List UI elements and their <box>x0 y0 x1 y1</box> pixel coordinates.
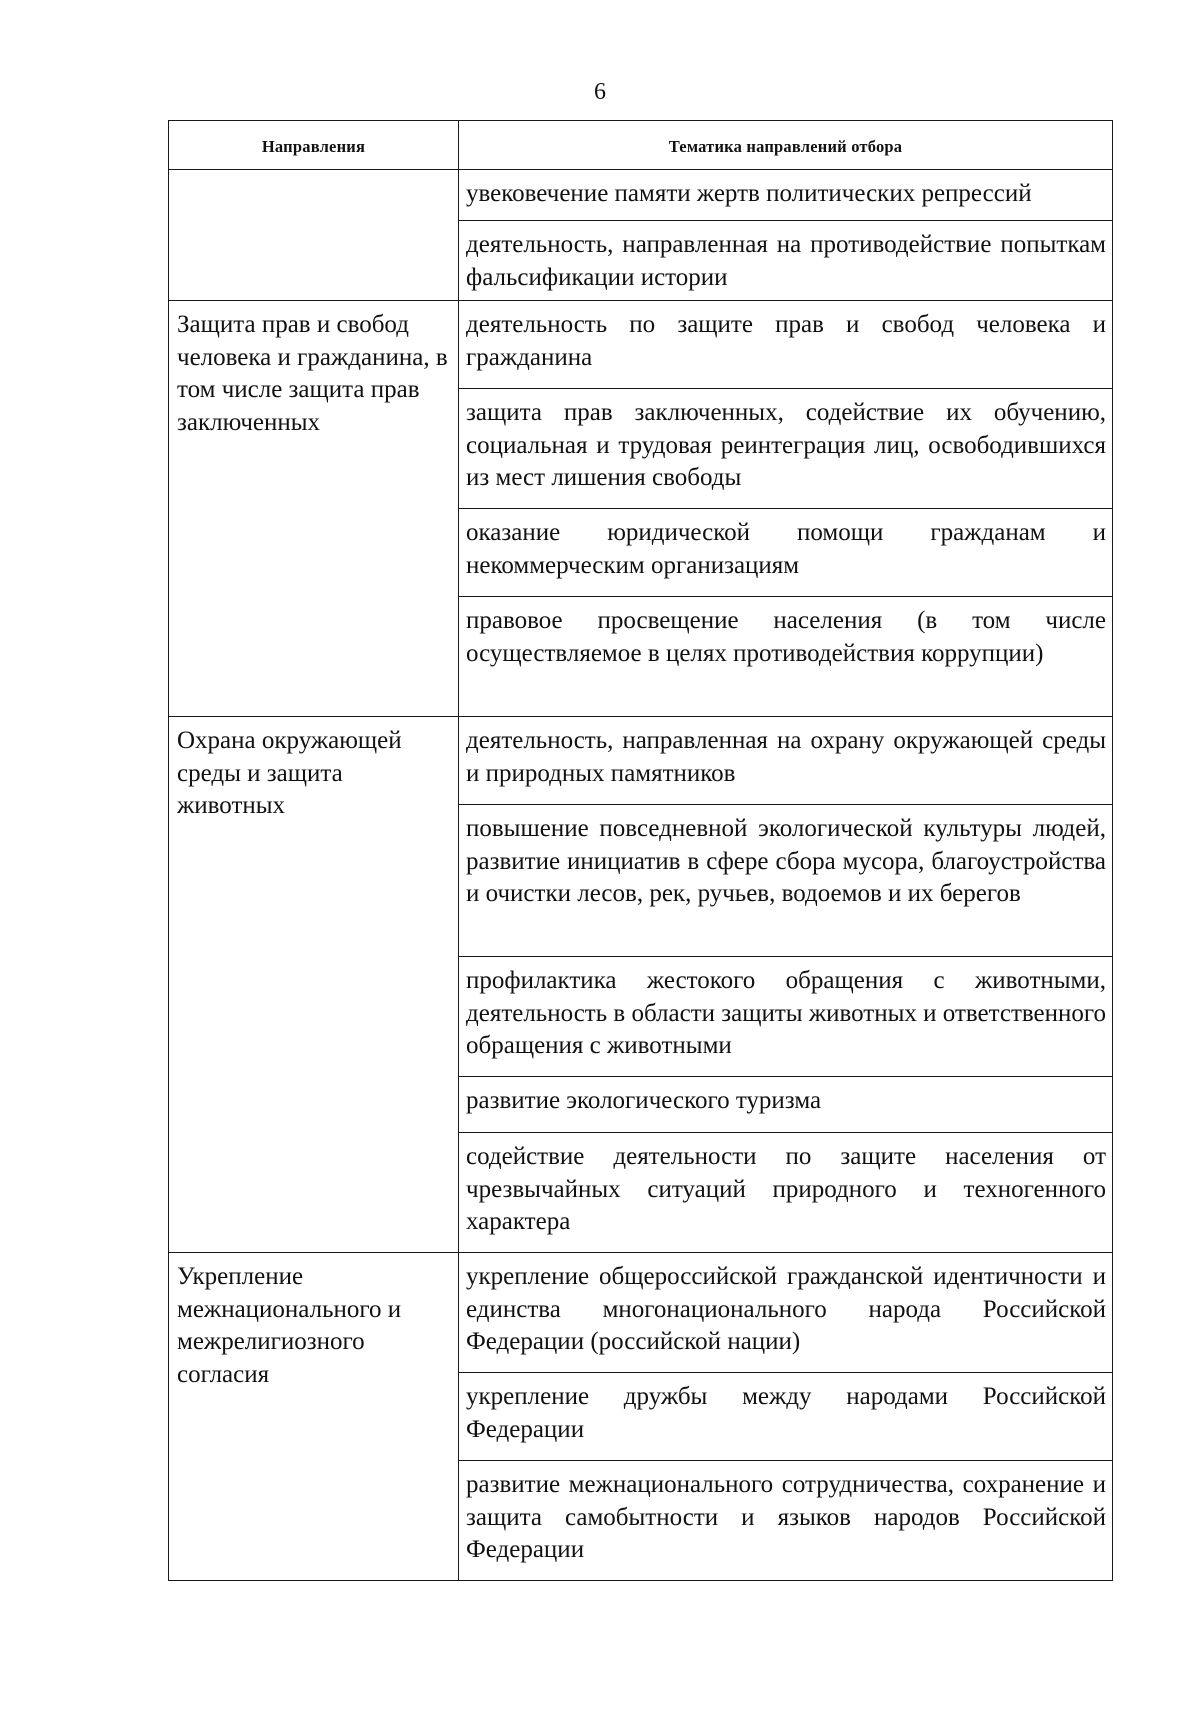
topic-cell: развитие межнационального сотрудничества, сохранение и защита самобытности и языков народов Российской Федерации <box>459 1461 1113 1581</box>
topic-cell: содействие деятельности по защите населения от чрезвычайных ситуаций природного и техногенного характера <box>459 1133 1113 1253</box>
topic-cell: укрепление общероссийской гражданской идентичности и единства многонационального народа Российской Федерации (российской нации) <box>459 1253 1113 1373</box>
topic-cell: увековечение памяти жертв политических репрессий <box>459 170 1113 221</box>
directions-table <box>168 120 1113 1581</box>
page-number: 6 <box>594 79 606 105</box>
header-directions: Направления <box>169 121 459 170</box>
topic-cell: деятельность, направленная на противодействие попыткам фальсификации истории <box>459 221 1113 301</box>
topic-cell: повышение повседневной экологической культуры людей, развитие инициатив в сфере сбора мусора, благоустройства и очистки лесов, рек, ручьев, водоемов и их берегов <box>459 805 1113 957</box>
direction-cell: Укрепление межнационального и межрелигиозного согласия <box>169 1253 459 1581</box>
direction-cell: Охрана окружающей среды и защита животных <box>169 717 459 1253</box>
topic-cell: профилактика жестокого обращения с животными, деятельность в области защиты животных и ответственного обращения с животными <box>459 957 1113 1077</box>
topic-cell: правовое просвещение населения (в том числе осуществляемое в целях противодействия коррупции) <box>459 597 1113 717</box>
topic-cell: защита прав заключенных, содействие их обучению, социальная и трудовая реинтеграция лиц, освободившихся из мест лишения свободы <box>459 389 1113 509</box>
topic-cell: развитие экологического туризма <box>459 1077 1113 1133</box>
direction-cell-continued <box>169 170 459 301</box>
table-row <box>169 717 1113 805</box>
table-row <box>169 1253 1113 1373</box>
direction-cell: Защита прав и свобод человека и гражданина, в том числе защита прав заключенных <box>169 301 459 717</box>
table-row <box>169 301 1113 389</box>
table-row <box>169 170 1113 221</box>
topic-cell: деятельность, направленная на охрану окружающей среды и природных памятников <box>459 717 1113 805</box>
topic-cell: деятельность по защите прав и свобод человека и гражданина <box>459 301 1113 389</box>
topic-cell: укрепление дружбы между народами Российской Федерации <box>459 1373 1113 1461</box>
table-header-row <box>169 121 1113 170</box>
topic-cell: оказание юридической помощи гражданам и некоммерческим организациям <box>459 509 1113 597</box>
header-topics: Тематика направлений отбора <box>459 121 1113 170</box>
